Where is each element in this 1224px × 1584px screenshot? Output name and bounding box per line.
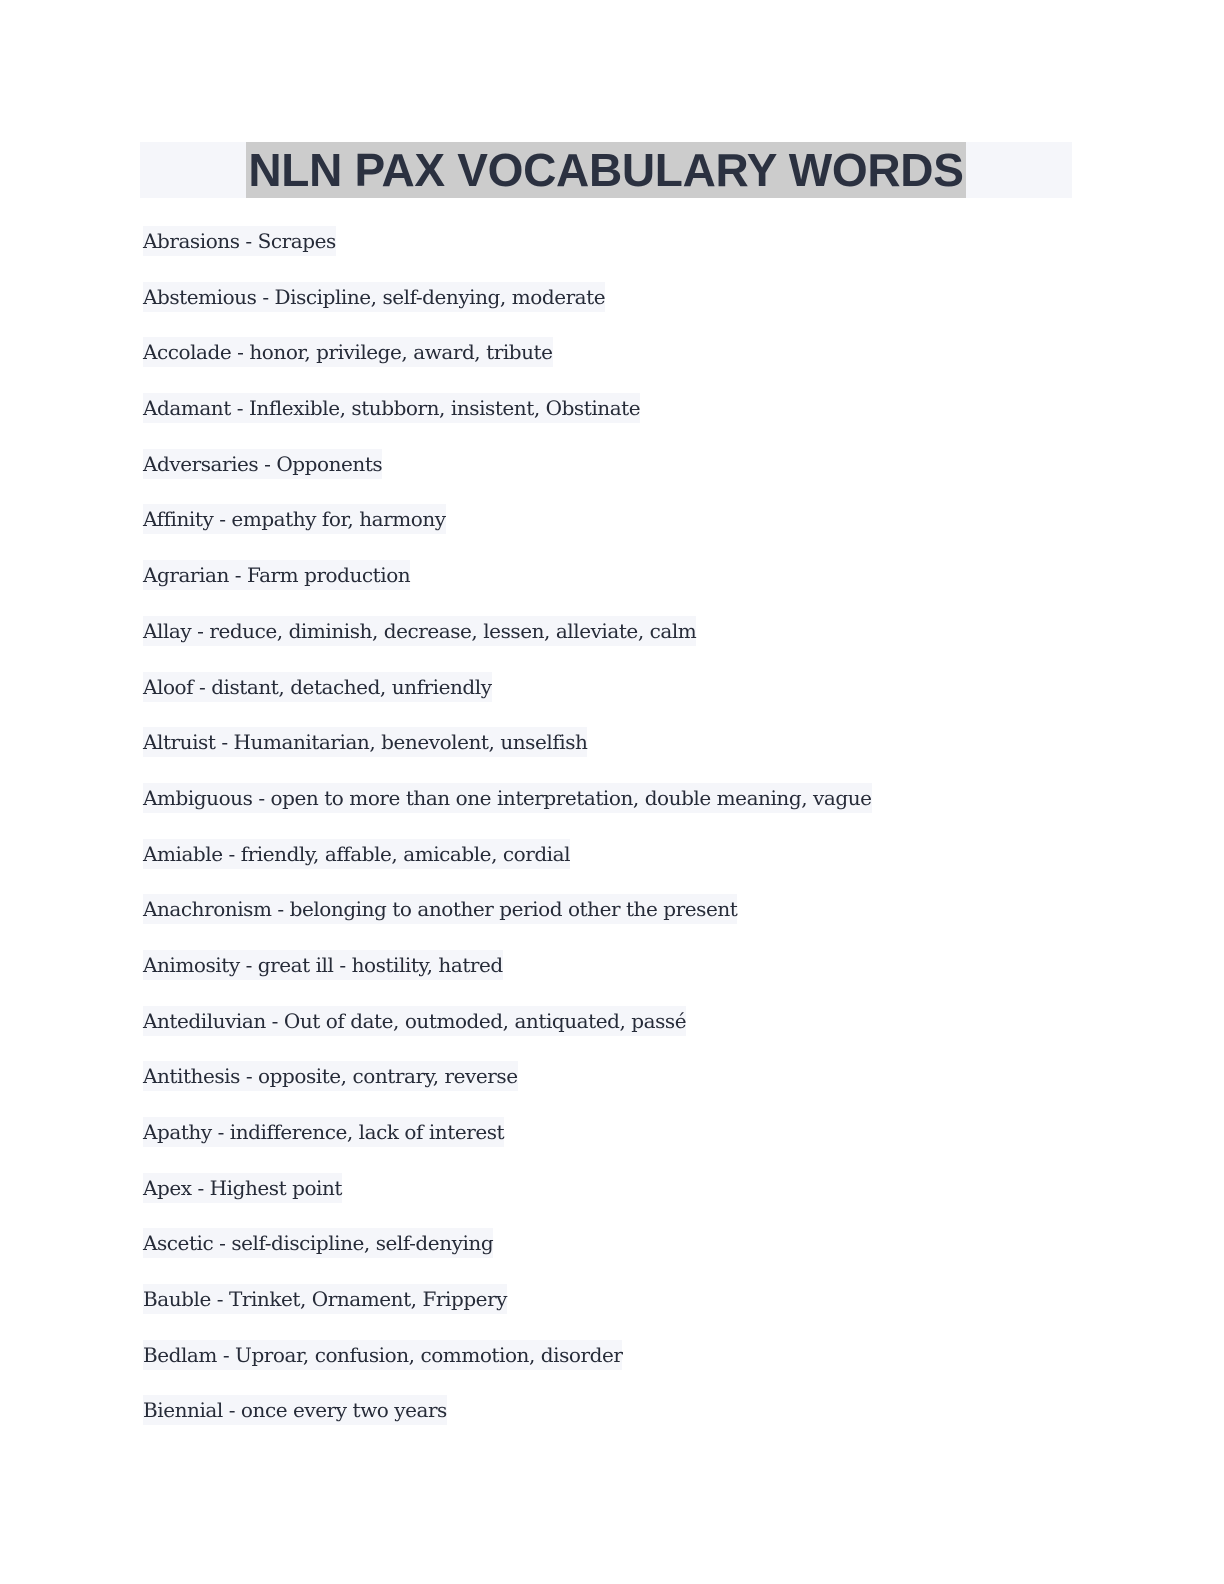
- vocabulary-entry: [143, 1340, 1103, 1396]
- vocabulary-entry-text: Affinity - empathy for, harmony: [143, 504, 446, 534]
- vocabulary-entry-text: Accolade - honor, privilege, award, tribute: [143, 337, 553, 367]
- vocabulary-entry: [143, 894, 1103, 950]
- vocabulary-entry-text: Amiable - friendly, affable, amicable, cordial: [143, 839, 570, 869]
- vocabulary-entry-text: Bauble - Trinket, Ornament, Frippery: [143, 1284, 507, 1314]
- vocabulary-entry: [143, 449, 1103, 505]
- vocabulary-entry-text: Adamant - Inflexible, stubborn, insistent, Obstinate: [143, 393, 640, 423]
- vocabulary-entry: [143, 783, 1103, 839]
- vocabulary-entry-text: Agrarian - Farm production: [143, 560, 410, 590]
- vocabulary-entry: [143, 1006, 1103, 1062]
- vocabulary-entry-text: Ascetic - self-discipline, self-denying: [143, 1228, 493, 1258]
- vocabulary-entry-text: Allay - reduce, diminish, decrease, lessen, alleviate, calm: [143, 616, 696, 646]
- vocabulary-entry-text: Apex - Highest point: [143, 1173, 342, 1203]
- vocabulary-entry-text: Antithesis - opposite, contrary, reverse: [143, 1061, 518, 1091]
- vocabulary-entry: [143, 1395, 1103, 1451]
- vocabulary-entry-text: Biennial - once every two years: [143, 1395, 447, 1425]
- page-title: NLN PAX VOCABULARY WORDS: [248, 144, 964, 196]
- vocabulary-entry-text: Aloof - distant, detached, unfriendly: [143, 672, 492, 702]
- vocabulary-entry: [143, 1284, 1103, 1340]
- vocabulary-entry: [143, 282, 1103, 338]
- vocabulary-entry: [143, 1228, 1103, 1284]
- vocabulary-entry-text: Anachronism - belonging to another period other the present: [143, 894, 737, 924]
- vocabulary-entry: [143, 1117, 1103, 1173]
- vocabulary-entry: [143, 839, 1103, 895]
- vocabulary-entry: [143, 727, 1103, 783]
- vocabulary-entry-text: Ambiguous - open to more than one interpretation, double meaning, vague: [143, 783, 872, 813]
- vocabulary-entry-text: Animosity - great ill - hostility, hatred: [143, 950, 503, 980]
- vocabulary-entry: [143, 1061, 1103, 1117]
- vocabulary-entry-text: Bedlam - Uproar, confusion, commotion, disorder: [143, 1340, 622, 1370]
- vocabulary-entry-text: Antediluvian - Out of date, outmoded, antiquated, passé: [143, 1006, 686, 1036]
- vocabulary-entry-text: Abstemious - Discipline, self-denying, moderate: [143, 282, 605, 312]
- vocabulary-entry-text: Adversaries - Opponents: [143, 449, 382, 479]
- vocabulary-entry: [143, 393, 1103, 449]
- vocabulary-entry-text: Apathy - indifference, lack of interest: [143, 1117, 504, 1147]
- vocabulary-entry: [143, 672, 1103, 728]
- vocabulary-entry: [143, 560, 1103, 616]
- vocabulary-entry: [143, 950, 1103, 1006]
- vocabulary-entry: [143, 226, 1103, 282]
- title-band: [140, 142, 1072, 198]
- vocabulary-entry: [143, 616, 1103, 672]
- vocabulary-entry: [143, 337, 1103, 393]
- vocabulary-entry-text: Abrasions - Scrapes: [143, 226, 336, 256]
- vocabulary-entry: [143, 504, 1103, 560]
- vocabulary-entry-text: Altruist - Humanitarian, benevolent, unselfish: [143, 727, 587, 757]
- vocabulary-list: [143, 226, 1103, 1451]
- vocabulary-entry: [143, 1173, 1103, 1229]
